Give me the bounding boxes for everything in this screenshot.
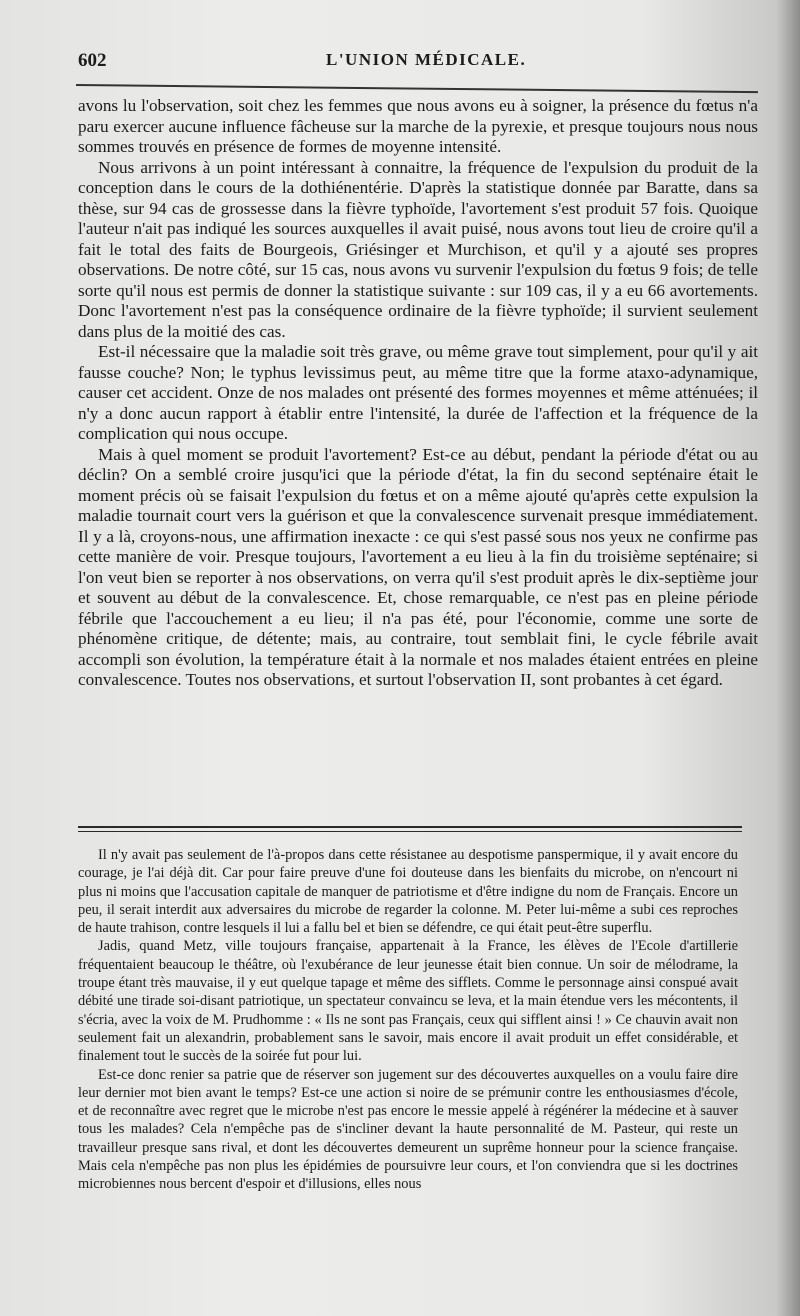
header-rule xyxy=(76,84,758,93)
running-head xyxy=(78,50,738,74)
feuilleton-paragraph-2: Jadis, quand Metz, ville toujours française, appartenait à la France, les élèves de l'Ecole d'artillerie fréquentaient beaucoup le théâtre, où l'exubérance de leur jeunesse était bien connue. Un soir de mélodrame, la troupe étant très mauvaise, il y eut quelque tapage et même des sifflets. Comme le personnage ainsi conspué avait débité une tirade soi-disant patriotique, un spectateur convaincu se leva, et la main étendue vers les mécontents, il s'écria, avec la voix de M. Prudhomme : « Ils ne sont pas Français, ceux qui sifflent ainsi ! » Ce chauvin avait non seulement fait un alexandrin, probablement sans le savoir, mais encore il avait produit un effet considérable, et finalement tout le succès de la soirée fut pour lui. xyxy=(78,938,738,1065)
feuilleton-body xyxy=(78,846,738,1194)
feuilleton-separator-thick xyxy=(78,826,742,828)
feuilleton-separator-thin xyxy=(78,831,742,832)
feuilleton-paragraph-1: Il n'y avait pas seulement de l'à-propos dans cette résistanee au despotisme panspermique, il y avait encore du courage, je l'ai déjà dit. Car pour faire preuve d'une foi douteuse dans les bienfaits du microbe, on n'encourt ni plus ni moins que l'accusation capitale de manquer de patriotisme et d'être indigne du nom de Français. Encore un peu, il serait interdit aux adversaires du microbe de regarder la colonne. M. Peter lui-même a subi ces reproches de haute trahison, contre lesquels il lui a fallu bel et bien se défendre, ce qui était peut-être superflu. xyxy=(78,847,738,937)
journal-title: L'UNION MÉDICALE. xyxy=(326,50,527,69)
main-article-body xyxy=(78,96,758,691)
article-paragraph-3: Est-il nécessaire que la maladie soit très grave, ou même grave tout simplement, pour qu'il y ait fausse couche? Non; le typhus levissimus peut, au même titre que la forme ataxo-adynamique, causer cet accident. Onze de nos malades ont présenté des formes moyennes et même atténuées; il n'y a donc aucun rapport à établir entre l'intensité, la durée de l'affection et la fréquence de la complication qui nous occupe. xyxy=(78,342,758,443)
article-paragraph-1: avons lu l'observation, soit chez les femmes que nous avons eu à soigner, la présence du fœtus n'a paru exercer aucune influence fâcheuse sur la marche de la pyrexie, et presque toujours nous nous sommes trouvés en présence de formes de moyenne intensité. xyxy=(78,96,758,156)
page-number: 602 xyxy=(78,50,107,71)
feuilleton-paragraph-3: Est-ce donc renier sa patrie que de réserver son jugement sur des découvertes auxquelles on a voulu faire dire leur dernier mot bien avant le temps? Est-ce une action si noire de se prémunir contre les enthousiasmes d'école, et de reconnaître avec regret que le microbe n'est pas encore le messie appelé à régénérer la médecine et à sauver tous les malades? Cela n'empêche pas de s'incliner devant la haute personnalité de M. Pasteur, qui reste un travailleur presque sans rival, et dont les découvertes demeurent un suprême honneur pour la science française. Mais cela n'empêche pas non plus les épidémies de poursuivre leur cours, et l'on conviendra que si les doctrines microbiennes nous bercent d'espoir et d'illusions, elles nous xyxy=(78,1066,738,1193)
article-paragraph-4: Mais à quel moment se produit l'avortement? Est-ce au début, pendant la période d'état ou au déclin? On a semblé croire jusqu'ici que la période d'état, la fin du second septénaire était le moment précis où se faisait l'expulsion du fœtus et on a même ajouté qu'après cette expulsion la maladie tournait court vers la guérison et que la convalescence survenait presque immédiatement. Il y a là, croyons-nous, une affirmation inexacte : ce qui s'est passé sous nos yeux ne confirme pas cette manière de voir. Presque toujours, l'avortement a eu lieu à la fin du troisième septénaire; si l'on veut bien se reporter à nos observations, on verra qu'il s'est produit après le dix-septième jour et souvent au début de la convalescence. Et, chose remarquable, ce n'est pas en pleine période fébrile que l'accouchement a eu lieu; il n'a pas été, pour l'économie, comme une sorte de phénomène critique, de détente; mais, au contraire, tout semblait fini, le cycle fébrile avait accompli son évolution, la température était à la normale et nos malades étaient entrées en pleine convalescence. Toutes nos observations, et surtout l'observation II, sont probantes à cet égard. xyxy=(78,444,758,689)
article-paragraph-2: Nous arrivons à un point intéressant à connaitre, la fréquence de l'expulsion du produit de la conception dans le cours de la dothiénentérie. D'après la statistique donnée par Baratte, dans sa thèse, sur 94 cas de grossesse dans la fièvre typhoïde, l'avortement s'est produit 57 fois. Quoique l'auteur n'ait pas indiqué les sources auxquelles il avait puisé, nous avons tout lieu de croire qu'il a fait le total des faits de Bourgeois, Griésinger et Murchison, et qu'il y a ajouté ses propres observations. De notre côté, sur 15 cas, nous avons vu survenir l'expulsion du fœtus 9 fois; de telle sorte qu'il nous est permis de donner la statistique suivante : sur 109 cas, il y a eu 66 avortements. Donc l'avortement n'est pas la conséquence ordinaire de la fièvre typhoïde; il survient seulement dans plus de la moitié des cas. xyxy=(78,157,758,341)
